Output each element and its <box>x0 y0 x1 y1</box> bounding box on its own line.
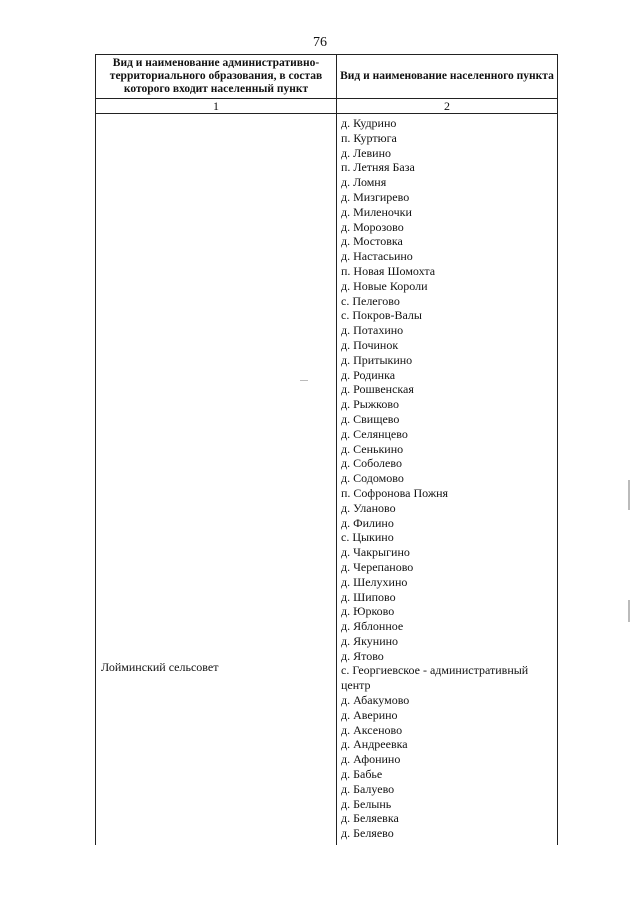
settlement-item: д. Бабье <box>341 767 383 782</box>
settlements-table <box>95 54 558 845</box>
admin-unit-cell <box>96 114 337 846</box>
column-number-2: 2 <box>337 99 558 114</box>
settlement-item: д. Шелухино <box>341 574 408 589</box>
settlement-item: д. Мостовка <box>341 234 403 249</box>
settlement-item: д. Рошвенская <box>341 382 414 397</box>
settlement-item: п. Софронова Пожня <box>341 485 449 500</box>
settlement-item: д. Притыкино <box>341 352 413 367</box>
settlement-item: д. Соболево <box>341 456 402 471</box>
settlement-item: с. Пелегово <box>341 293 400 308</box>
settlement-item: д. Уланово <box>341 500 396 515</box>
settlement-item: д. Беляевка <box>341 811 399 826</box>
settlement-item: д. Новые Короли <box>341 278 428 293</box>
scan-artifact <box>300 380 308 381</box>
settlement-item: д. Починок <box>341 337 399 352</box>
settlement-item: д. Юрково <box>341 604 395 619</box>
settlement-item: д. Рыжково <box>341 397 399 412</box>
settlement-item: д. Якунино <box>341 633 399 648</box>
header-admin-unit: Вид и наименование административно-территориального образования, в состав которого входит населенный пункт <box>96 55 337 99</box>
settlement-item: д. Абакумово <box>341 693 410 708</box>
settlement-item: с. Покров-Валы <box>341 308 422 323</box>
settlement-item: д. Содомово <box>341 471 404 486</box>
settlement-item: д. Кудрино <box>341 116 397 130</box>
column-number-row <box>96 99 558 114</box>
settlement-item: д. Родинка <box>341 367 396 382</box>
settlement-item: д. Черепаново <box>341 559 414 574</box>
scan-artifact <box>628 480 630 510</box>
settlement-item: д. Ломня <box>341 175 387 190</box>
settlement-item: д. Андреевка <box>341 737 408 752</box>
settlement-item: д. Сенькино <box>341 441 404 456</box>
settlement-list <box>337 114 557 845</box>
settlement-item: д. Балуево <box>341 781 395 796</box>
header-settlement: Вид и наименование населенного пункта <box>337 55 558 99</box>
scan-artifact <box>628 600 630 622</box>
settlement-item: д. Свищево <box>341 411 400 426</box>
settlement-item: д. Селянцево <box>341 426 408 441</box>
settlement-item: п. Летняя База <box>341 160 415 175</box>
settlement-item: с. Цыкино <box>341 530 394 545</box>
settlement-item: д. Беляево <box>341 826 394 841</box>
settlement-item: д. Мизгирево <box>341 189 410 204</box>
settlement-item: д. Настасьино <box>341 249 413 264</box>
table-header-row <box>96 55 558 99</box>
settlement-item: п. Новая Шомохта <box>341 263 436 278</box>
settlement-cell <box>337 114 558 846</box>
settlement-item: д. Потахино <box>341 323 404 338</box>
settlement-item: д. Аверино <box>341 707 398 722</box>
settlement-item: д. Ятово <box>341 648 384 663</box>
settlement-item: д. Филино <box>341 515 394 530</box>
settlement-item: д. Шипово <box>341 589 396 604</box>
column-number-1: 1 <box>96 99 337 114</box>
settlement-item: д. Левино <box>341 145 391 160</box>
settlement-item: д. Чакрыгино <box>341 545 410 560</box>
settlement-item: д. Морозово <box>341 219 404 234</box>
settlement-item: п. Куртюга <box>341 130 397 145</box>
settlement-item: д. Афонино <box>341 752 401 767</box>
settlement-item: д. Яблонное <box>341 619 404 634</box>
settlement-item: с. Георгиевское - административный центр <box>341 663 529 693</box>
page-number: 76 <box>313 35 327 50</box>
settlement-item: д. Белынь <box>341 796 392 811</box>
settlement-item: д. Миленочки <box>341 204 412 219</box>
settlement-item: д. Аксеново <box>341 722 403 737</box>
region-name: Лойминский сельсовет <box>101 660 219 674</box>
table-body-row <box>96 114 558 846</box>
